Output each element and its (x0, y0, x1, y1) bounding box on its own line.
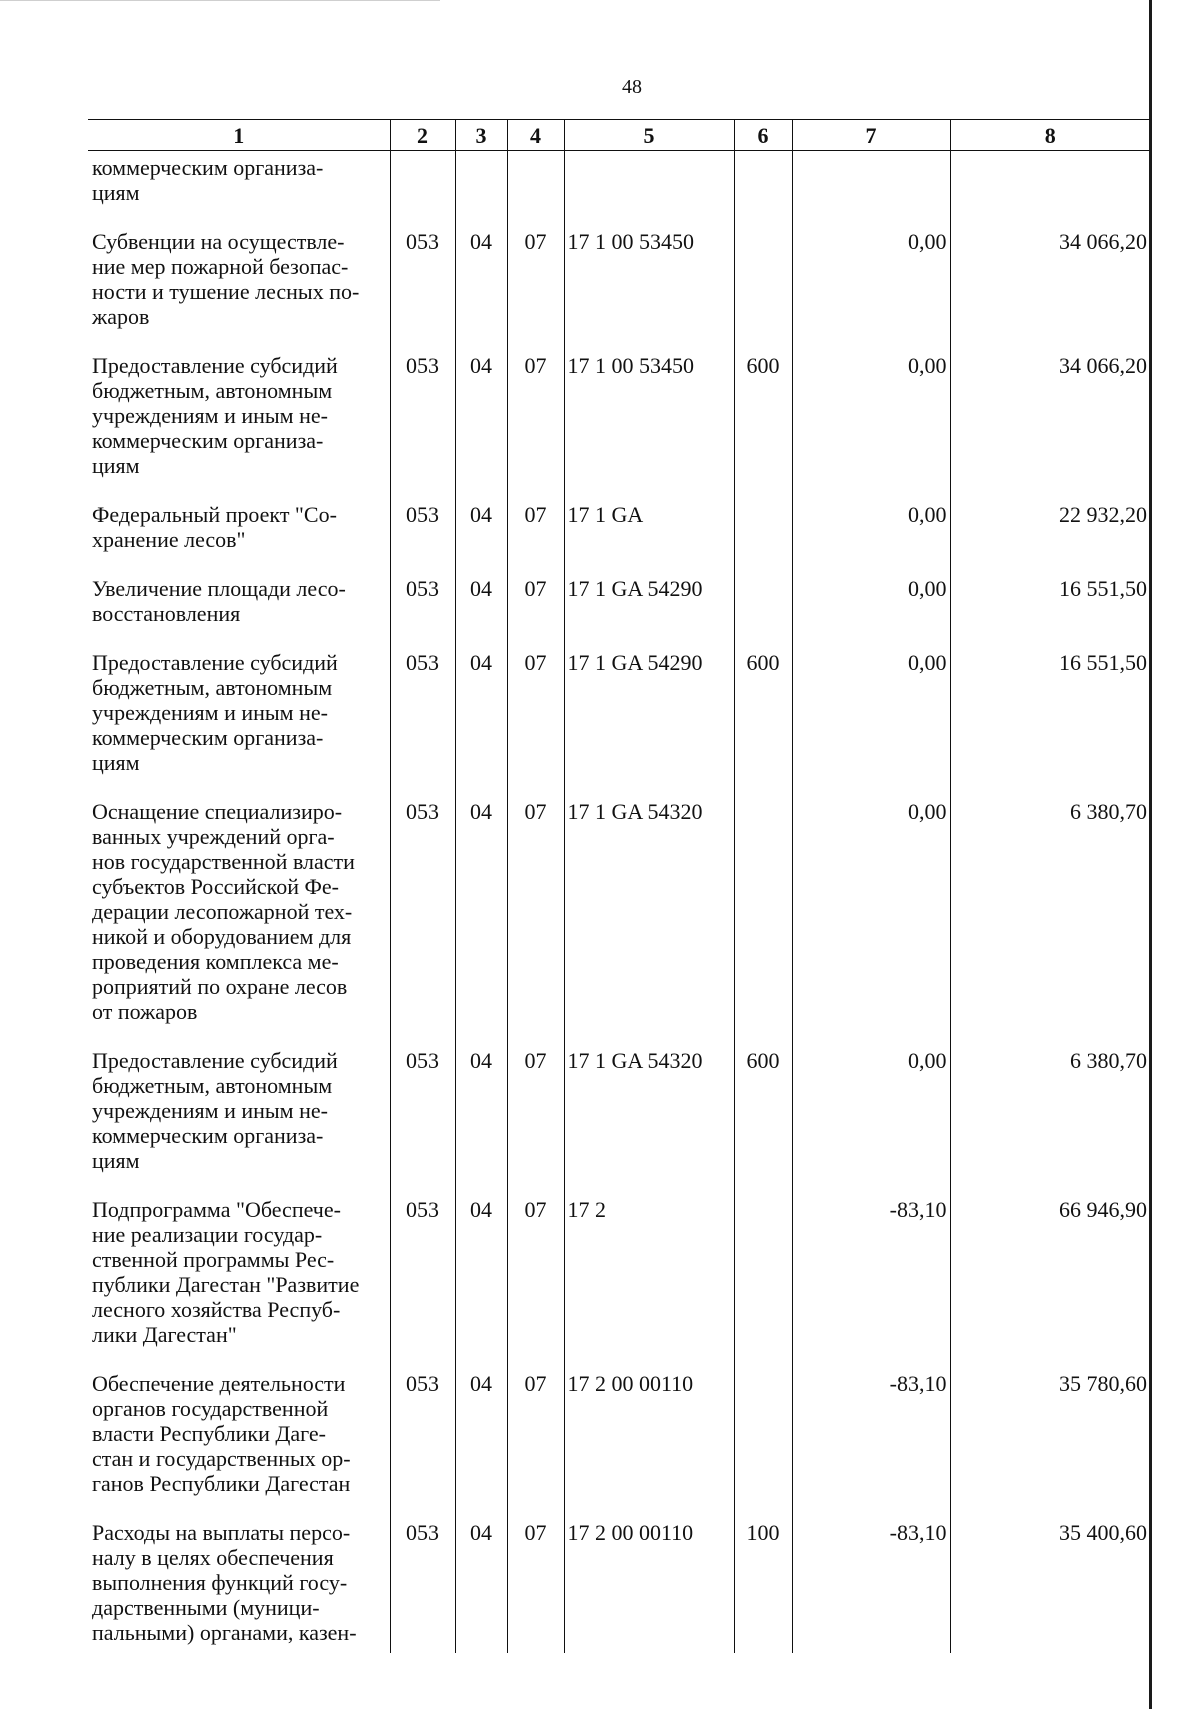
change-amount-cell (792, 151, 950, 230)
section-code-cell: 04 (455, 650, 507, 799)
total-amount-cell: 6 380,70 (950, 799, 1150, 1048)
subsection-code-cell: 07 (507, 1371, 564, 1520)
subsection-code-cell: 07 (507, 229, 564, 353)
page-number: 48 (622, 76, 642, 98)
column-header-2: 2 (390, 120, 455, 151)
expense-name-cell: Предоставление субсидий бюджетным, автономным учреждениям и иным не- коммерческим организа- циям (92, 650, 338, 775)
expense-type-cell (734, 502, 792, 576)
expense-name-cell: Подпрограмма "Обеспече- ние реализации государ- ственной программы Рес- публики Дагестан "Развитие лесного хозяйства Респуб- лики Дагестан" (92, 1197, 360, 1347)
total-amount-cell: 35 780,60 (950, 1371, 1150, 1520)
subsection-code-cell: 07 (507, 576, 564, 650)
target-article-cell: 17 1 00 53450 (564, 353, 734, 502)
change-amount-cell: 0,00 (792, 576, 950, 650)
admin-code-cell: 053 (390, 353, 455, 502)
table-row (88, 1371, 1150, 1520)
target-article-cell: 17 1 GA 54320 (564, 1048, 734, 1197)
table-row (88, 576, 1150, 650)
expense-name-cell: Увеличение площади лесо- восстановления (92, 576, 346, 626)
column-header-5: 5 (564, 120, 734, 151)
expense-type-cell: 600 (734, 1048, 792, 1197)
total-amount-cell: 35 400,60 (950, 1520, 1150, 1653)
admin-code-cell: 053 (390, 1520, 455, 1653)
expense-type-cell (734, 1371, 792, 1520)
section-code-cell (455, 151, 507, 230)
target-article-cell: 17 2 (564, 1197, 734, 1371)
table-body (88, 151, 1150, 1654)
table-row (88, 229, 1150, 353)
column-header-8: 8 (950, 120, 1150, 151)
admin-code-cell (390, 151, 455, 230)
admin-code-cell: 053 (390, 502, 455, 576)
expense-type-cell (734, 576, 792, 650)
admin-code-cell: 053 (390, 650, 455, 799)
change-amount-cell: 0,00 (792, 353, 950, 502)
table-row (88, 1197, 1150, 1371)
expense-type-cell: 600 (734, 650, 792, 799)
total-amount-cell: 22 932,20 (950, 502, 1150, 576)
change-amount-cell: -83,10 (792, 1371, 950, 1520)
change-amount-cell: 0,00 (792, 650, 950, 799)
expense-name-cell: Федеральный проект "Со- хранение лесов" (92, 502, 337, 552)
expense-name-cell: Оснащение специализиро- ванных учреждений орга- нов государственной власти субъектов Российской Фе- дерации лесопожарной тех- никой и оборудованием для проведения комплекса ме- роприятий по охране лесов от пожаров (92, 799, 355, 1024)
expense-type-cell (734, 151, 792, 230)
subsection-code-cell: 07 (507, 1197, 564, 1371)
change-amount-cell: 0,00 (792, 229, 950, 353)
expense-type-cell (734, 1197, 792, 1371)
table-row (88, 353, 1150, 502)
section-code-cell: 04 (455, 353, 507, 502)
table-row (88, 502, 1150, 576)
admin-code-cell: 053 (390, 1197, 455, 1371)
subsection-code-cell (507, 151, 564, 230)
total-amount-cell: 6 380,70 (950, 1048, 1150, 1197)
subsection-code-cell: 07 (507, 799, 564, 1048)
change-amount-cell: 0,00 (792, 1048, 950, 1197)
section-code-cell: 04 (455, 502, 507, 576)
table-row (88, 650, 1150, 799)
table-row (88, 151, 1150, 230)
header-row (88, 120, 1150, 151)
table-row (88, 1048, 1150, 1197)
column-header-7: 7 (792, 120, 950, 151)
table-row (88, 1520, 1150, 1653)
column-header-1: 1 (88, 120, 390, 151)
scan-top-edge (0, 0, 440, 1)
target-article-cell: 17 2 00 00110 (564, 1520, 734, 1653)
expense-name-cell: Предоставление субсидий бюджетным, автономным учреждениям и иным не- коммерческим организа- циям (92, 1048, 338, 1173)
admin-code-cell: 053 (390, 229, 455, 353)
expense-type-cell: 100 (734, 1520, 792, 1653)
table-header (88, 120, 1150, 151)
change-amount-cell: 0,00 (792, 502, 950, 576)
subsection-code-cell: 07 (507, 353, 564, 502)
column-header-4: 4 (507, 120, 564, 151)
total-amount-cell: 34 066,20 (950, 229, 1150, 353)
target-article-cell: 17 1 GA 54290 (564, 576, 734, 650)
target-article-cell: 17 1 GA (564, 502, 734, 576)
target-article-cell: 17 1 GA 54320 (564, 799, 734, 1048)
expense-name-cell: Субвенции на осуществле- ние мер пожарной безопас- ности и тушение лесных по- жаров (92, 229, 360, 329)
admin-code-cell: 053 (390, 576, 455, 650)
target-article-cell (564, 151, 734, 230)
total-amount-cell (950, 151, 1150, 230)
change-amount-cell: 0,00 (792, 799, 950, 1048)
section-code-cell: 04 (455, 576, 507, 650)
section-code-cell: 04 (455, 229, 507, 353)
total-amount-cell: 16 551,50 (950, 576, 1150, 650)
table-row (88, 799, 1150, 1048)
section-code-cell: 04 (455, 1520, 507, 1653)
section-code-cell: 04 (455, 799, 507, 1048)
expense-type-cell: 600 (734, 353, 792, 502)
subsection-code-cell: 07 (507, 1048, 564, 1197)
subsection-code-cell: 07 (507, 502, 564, 576)
change-amount-cell: -83,10 (792, 1197, 950, 1371)
expense-type-cell (734, 799, 792, 1048)
change-amount-cell: -83,10 (792, 1520, 950, 1653)
subsection-code-cell: 07 (507, 1520, 564, 1653)
section-code-cell: 04 (455, 1197, 507, 1371)
admin-code-cell: 053 (390, 799, 455, 1048)
total-amount-cell: 66 946,90 (950, 1197, 1150, 1371)
section-code-cell: 04 (455, 1371, 507, 1520)
target-article-cell: 17 1 00 53450 (564, 229, 734, 353)
column-header-3: 3 (455, 120, 507, 151)
column-header-6: 6 (734, 120, 792, 151)
admin-code-cell: 053 (390, 1048, 455, 1197)
target-article-cell: 17 1 GA 54290 (564, 650, 734, 799)
expense-name-cell: коммерческим организа- циям (92, 155, 324, 205)
subsection-code-cell: 07 (507, 650, 564, 799)
expense-name-cell: Расходы на выплаты персо- налу в целях обеспечения выполнения функций госу- дарственными (муници- пальными) органами, казен- (92, 1520, 357, 1645)
total-amount-cell: 34 066,20 (950, 353, 1150, 502)
section-code-cell: 04 (455, 1048, 507, 1197)
admin-code-cell: 053 (390, 1371, 455, 1520)
target-article-cell: 17 2 00 00110 (564, 1371, 734, 1520)
expense-type-cell (734, 229, 792, 353)
budget-table (88, 119, 1150, 1653)
expense-name-cell: Предоставление субсидий бюджетным, автономным учреждениям и иным не- коммерческим организа- циям (92, 353, 338, 478)
expense-name-cell: Обеспечение деятельности органов государственной власти Республики Даге- стан и государственных ор- ганов Республики Дагестан (92, 1371, 351, 1496)
total-amount-cell: 16 551,50 (950, 650, 1150, 799)
